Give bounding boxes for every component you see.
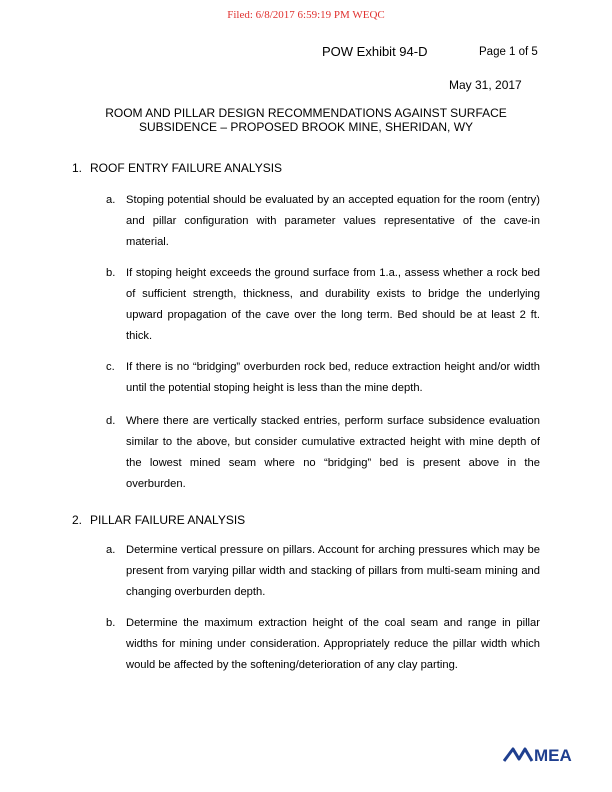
document-title [60,106,552,134]
logo-text: MEA [534,746,572,764]
list-item [106,540,540,603]
filed-stamp: Filed: 6/8/2017 6:59:19 PM WEQC [227,9,385,21]
item-label: a. [106,544,116,556]
title-line-1: ROOM AND PILLAR DESIGN RECOMMENDATIONS AGAINST SURFACE [105,106,507,120]
item-label: b. [106,267,116,279]
list-item [106,613,540,676]
section-title: PILLAR FAILURE ANALYSIS [90,513,246,527]
item-label: c. [106,361,115,373]
title-line-2: SUBSIDENCE – PROPOSED BROOK MINE, SHERIDAN, WY [138,120,474,134]
item-text: Determine the maximum extraction height of the coal seam and range in pillar widths for mining under consideration. Appropriately reduce the pillar width which would be affected by the softening/deterioration of any clay parting. [126,617,540,671]
item-label: a. [106,194,116,206]
section-number: 1. [72,161,83,175]
list-item [106,411,540,495]
section-title: ROOF ENTRY FAILURE ANALYSIS [90,161,283,175]
list-item [106,263,540,347]
page-number: Page 1 of 5 [479,46,538,58]
item-text: Determine vertical pressure on pillars. Account for arching pressures which may be present from varying pillar width and stacking of pillars from multi-seam mining and changing overburden depth. [126,544,540,598]
list-item [106,190,540,253]
item-text: Stoping potential should be evaluated by an accepted equation for the room (entry) and pillar configuration with parameter values representative of the cave-in material. [126,194,540,248]
exhibit-label: POW Exhibit 94-D [322,44,428,59]
logo-wave-mark [504,749,532,761]
item-label: b. [106,617,116,629]
item-text: If stoping height exceeds the ground surface from 1.a., assess whether a rock bed of sufficient strength, thickness, and durability exists to bridge the underlying upward propagation of the cave over the long term. Bed should be at least 2 ft. thick. [126,267,540,342]
item-text: Where there are vertically stacked entries, perform surface subsidence evaluation similar to the above, but consider cumulative extracted height with mine depth of the lowest mined seam where no “bridging” bed is present above in the overburden. [126,415,540,490]
mea-logo [503,746,577,764]
item-text: If there is no “bridging” overburden rock bed, reduce extraction height and/or width until the potential stoping height is less than the mine depth. [126,361,540,394]
section-number: 2. [72,513,83,527]
item-label: d. [106,415,116,427]
list-item [106,357,540,399]
document-date: May 31, 2017 [449,78,522,92]
